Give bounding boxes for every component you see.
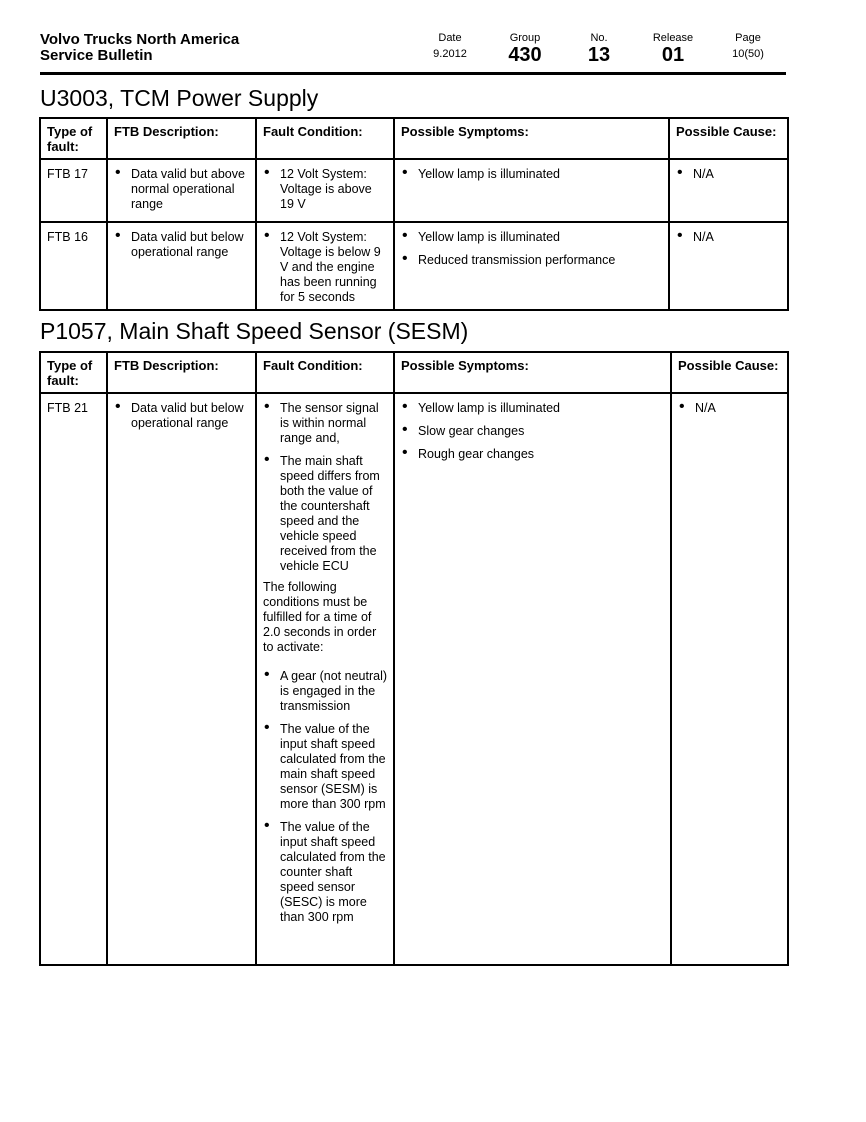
symptom-item: • Yellow lamp is illuminated <box>401 167 662 182</box>
number-value: 13 <box>587 44 611 66</box>
col-condition: Fault Condition: <box>256 352 394 393</box>
col-cause: Possible Cause: <box>669 118 788 159</box>
fault-type: FTB 17 <box>40 159 107 222</box>
release-value: 01 <box>661 44 685 66</box>
page-value: 10(50) <box>732 48 764 60</box>
condition-item: • 12 Volt System: Voltage is below 9 V and the engine has been running for 5 seconds <box>263 230 387 305</box>
condition-item: • The value of the input shaft speed calculated from the main shaft speed sensor (SESM) is more than 300 rpm <box>263 722 387 812</box>
col-type: Type of fault: <box>40 118 107 159</box>
symptom-item: • Yellow lamp is illuminated <box>401 401 664 416</box>
org-name: Volvo Trucks North America <box>40 31 240 48</box>
description-item: • Data valid but below operational range <box>114 401 249 431</box>
symptom-item: • Yellow lamp is illuminated <box>401 230 662 245</box>
condition-item: • The sensor signal is within normal range and, <box>263 401 387 446</box>
col-symptoms: Possible Symptoms: <box>394 118 669 159</box>
description-item: • Data valid but below operational range <box>114 230 249 260</box>
condition-item: • The value of the input shaft speed calculated from the counter shaft speed sensor (SESC) is more than 300 rpm <box>263 820 387 925</box>
cause-item: • N/A <box>678 401 781 416</box>
condition-item: • A gear (not neutral) is engaged in the transmission <box>263 669 387 714</box>
table-row <box>40 222 788 310</box>
date-label: Date <box>438 32 462 44</box>
organization <box>40 32 239 64</box>
symptom-item: • Rough gear changes <box>401 447 664 462</box>
table-header-row <box>40 352 788 393</box>
meta-group <box>495 32 555 66</box>
col-condition: Fault Condition: <box>256 118 394 159</box>
col-description: FTB Description: <box>107 118 256 159</box>
description-item: • Data valid but above normal operational range <box>114 167 249 212</box>
symptom-item: • Slow gear changes <box>401 424 664 439</box>
table-row <box>40 393 788 965</box>
meta-page <box>723 32 773 60</box>
section-title-u3003: U3003, TCM Power Supply <box>40 85 319 111</box>
fault-type: FTB 21 <box>40 393 107 965</box>
col-description: FTB Description: <box>107 352 256 393</box>
meta-release <box>643 32 703 66</box>
doc-type: Service Bulletin <box>40 47 153 64</box>
col-symptoms: Possible Symptoms: <box>394 352 671 393</box>
cause-item: • N/A <box>676 230 781 245</box>
cause-item: • N/A <box>676 167 781 182</box>
table-header-row <box>40 118 788 159</box>
page-label: Page <box>735 32 761 44</box>
group-value: 430 <box>508 44 542 66</box>
condition-item: • The main shaft speed differs from both the value of the countershaft speed and the vehicle speed received from the vehicle ECU <box>263 454 387 574</box>
fault-table-u3003 <box>39 117 789 311</box>
condition-item: • 12 Volt System: Voltage is above 19 V <box>263 167 387 212</box>
table-row <box>40 159 788 222</box>
col-type: Type of fault: <box>40 352 107 393</box>
number-label: No. <box>590 32 608 44</box>
section-title-p1057: P1057, Main Shaft Speed Sensor (SESM) <box>40 318 469 344</box>
symptom-item: • Reduced transmission performance <box>401 253 662 268</box>
fault-table-p1057 <box>39 351 789 966</box>
fault-type: FTB 16 <box>40 222 107 310</box>
release-label: Release <box>652 32 694 44</box>
col-cause: Possible Cause: <box>671 352 788 393</box>
date-value: 9.2012 <box>433 48 467 60</box>
meta-date <box>422 32 478 60</box>
condition-note: The following conditions must be fulfilled for a time of 2.0 seconds in order to activate: <box>263 580 377 654</box>
group-label: Group <box>509 32 541 44</box>
meta-number <box>577 32 621 66</box>
bulletin-header <box>40 32 786 75</box>
